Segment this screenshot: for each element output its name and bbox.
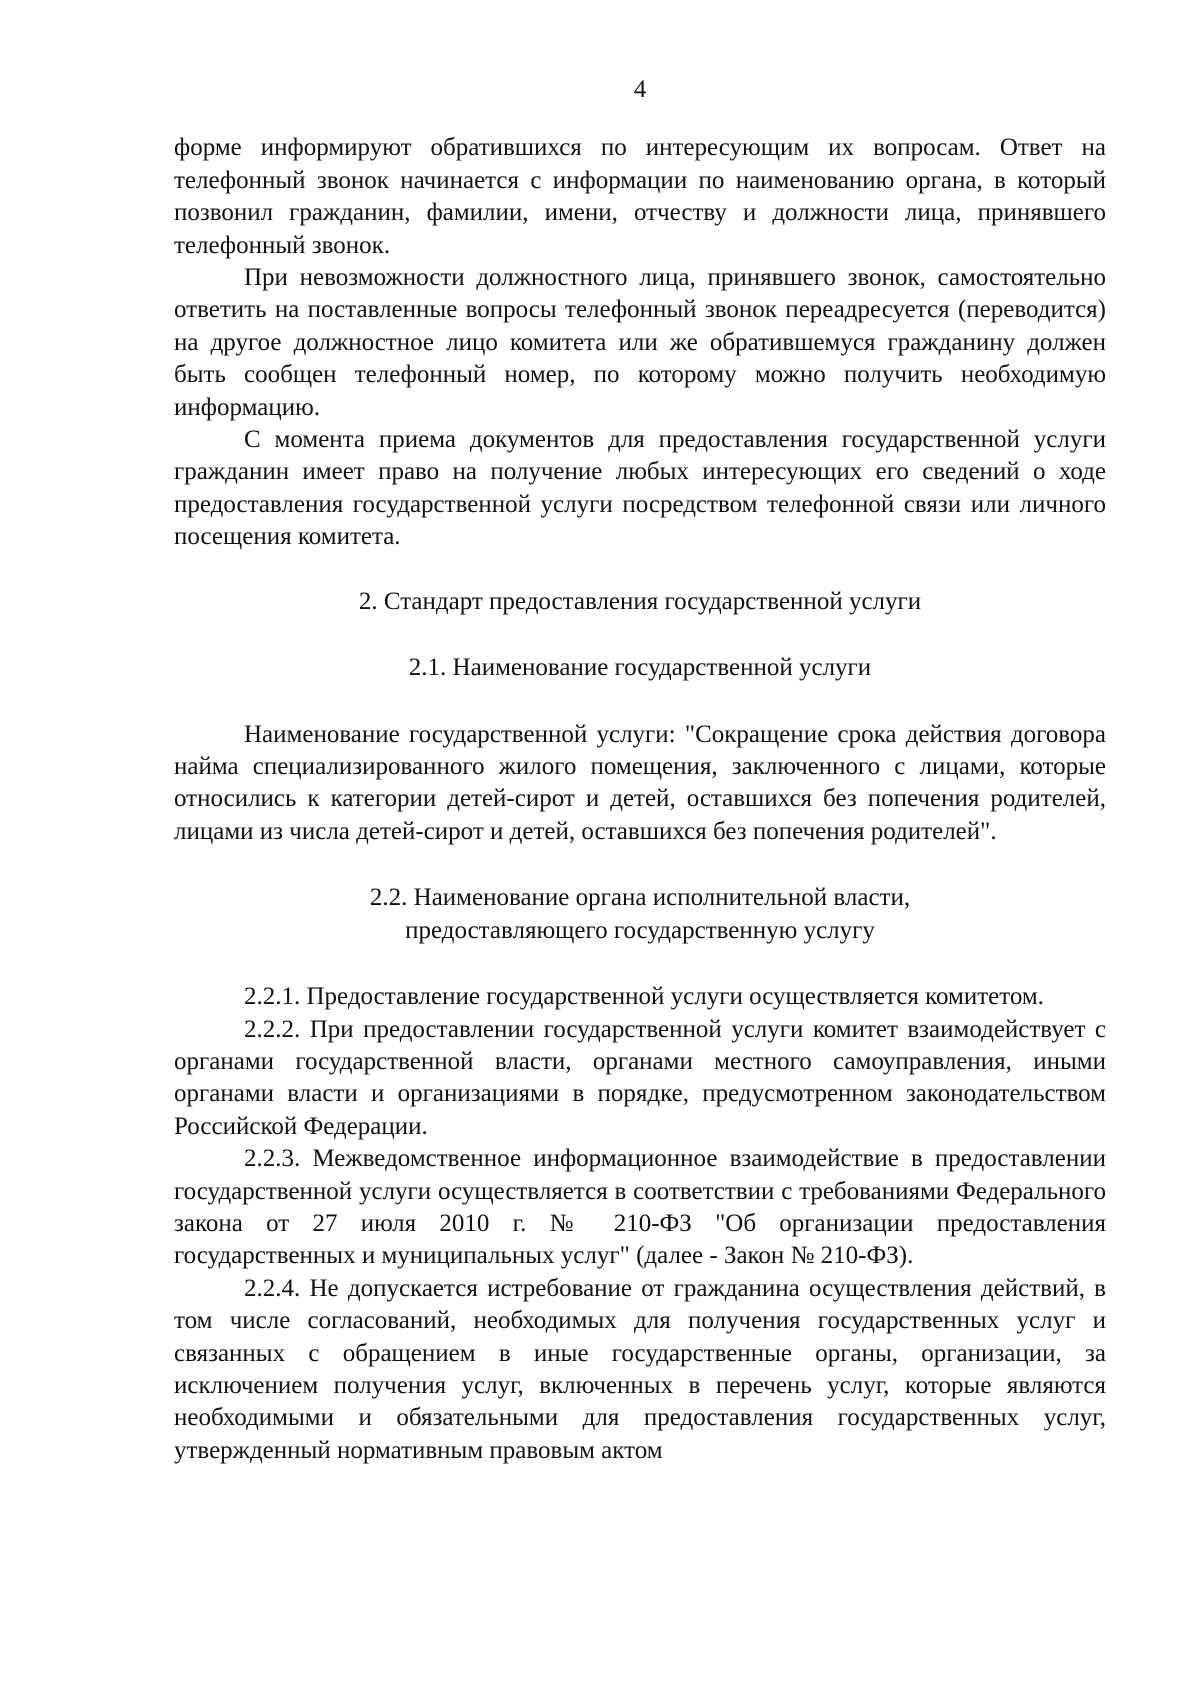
section-2-1-heading: 2.1. Наименование государственной услуги [408,654,872,682]
item-2-2-4: 2.2.4. Не допускается истребование от гражданина осуществления действий, в том числе согласований, необходимых для получения государственных услуг и связанных с обращением в иные государственные органы, организации, за исключением получения услуг, включенных в перечень услуг, которые являются необходимыми и обязательными для предоставления государственных услуг, утвержденный нормативным правовым актом [174,1274,1106,1464]
item-2-2-3: 2.2.3. Межведомственное информационное взаимодействие в предоставлении государственной услуги осуществляется в соответствии с требованиями Федерального закона от 27 июля 2010 г. № 210-ФЗ "Об организации предоставления государственных и муниципальных услуг" (далее - Закон № 210-ФЗ). [174,1145,1106,1270]
section-2-1-paragraph: Наименование государственной услуги: "Сокращение срока действия договора найма специализированного жилого помещения, заключенного с лицами, которые относились к категории детей-сирот и детей, оставшихся без попечения родителей, лицами из числа детей-сирот и детей, оставшихся без попечения родителей". [174,720,1106,845]
section-2-heading: 2. Стандарт предоставления государственной услуги [358,587,922,615]
page-number: 4 [633,76,647,103]
item-2-2-2: 2.2.2. При предоставлении государственной услуги комитет взаимодействует с органами государственной власти, органами местного самоуправления, иными органами власти и организациями в порядке, предусмотренном законодательством Российской Федерации. [174,1015,1106,1140]
paragraph-intro-2: При невозможности должностного лица, принявшего звонок, самостоятельно ответить на поставленные вопросы телефонный звонок переадресуется (переводится) на другое должностное лицо комитета или же обратившемуся гражданину должен быть сообщен телефонный номер, по которому можно получить необходимую информацию. [174,264,1106,421]
section-2-2-heading-line-2: предоставляющего государственную услугу [405,917,875,945]
section-2-2-heading-line-1: 2.2. Наименование органа исполнительной власти, [369,884,911,912]
section-2-2-heading [174,881,1106,947]
item-2-2-1: 2.2.1. Предоставление государственной услуги осуществляется комитетом. [244,983,1044,1011]
paragraph-intro-1: форме информируют обратившихся по интересующим их вопросам. Ответ на телефонный звонок начинается с информации по наименованию органа, в который позвонил гражданин, фамилии, имени, отчеству и должности лица, принявшего телефонный звонок. [174,134,1106,259]
paragraph-intro-3: С момента приема документов для предоставления государственной услуги гражданин имеет право на получение любых интересующих его сведений о ходе предоставления государственной услуги посредством телефонной связи или личного посещения комитета. [174,426,1106,551]
